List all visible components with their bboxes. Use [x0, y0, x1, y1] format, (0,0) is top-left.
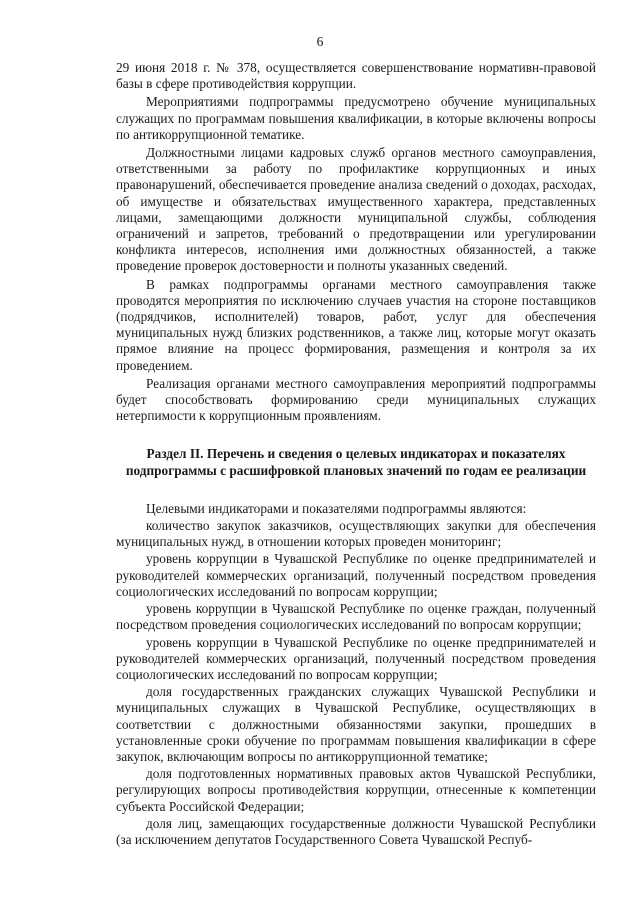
list-item: уровень коррупции в Чувашской Республике по оценке предпринимателей и руководителей коммерческих организаций, полученный посредством проведения социологических исследований по вопросам коррупции; [116, 551, 596, 599]
paragraph-1: 29 июня 2018 г. № 378, осуществляется совершенствование нормативн-правовой базы в сфере противодействия коррупции. [116, 60, 596, 92]
list-item: доля подготовленных нормативных правовых актов Чувашской Республики, регулирующих вопросы противодействия коррупции, отнесенные к компетенции субъекта Российской Федерации; [116, 766, 596, 814]
list-item: доля лиц, замещающих государственные должности Чувашской Республики (за исключением депутатов Государственного Совета Чувашской Респуб- [116, 815, 596, 847]
document-body [116, 60, 596, 849]
list-item: доля государственных гражданских служащих Чувашской Республики и муниципальных служащих в Чувашской Республике, осуществляющих в соответствии с должностными обязанностями закупки, прошедших в установленные сроки обучение по программам повышения квалификации в сфере закупок, включающим вопросы по антикоррупционной тематике; [116, 684, 596, 764]
page-number: 6 [316, 34, 324, 49]
paragraph-2: Мероприятиями подпрограммы предусмотрено обучение муниципальных служащих по программам повышения квалификации, в которые включены вопросы по антикоррупционной тематике. [116, 94, 596, 142]
list-item: уровень коррупции в Чувашской Республике по оценке предпринимателей и руководителей коммерческих организаций, полученный посредством проведения социологических исследований по вопросам коррупции; [116, 634, 596, 682]
paragraph-4: В рамках подпрограммы органами местного самоуправления также проводятся мероприятия по исключению случаев участия на стороне поставщиков (подрядчиков, исполнителей) товаров, работ, услуг для обеспечения муниципальных нужд близких родственников, а также лиц, которые могут оказать прямое влияние на процесс формирования, размещения и контроля за их проведением. [116, 276, 596, 373]
list-item: уровень коррупции в Чувашской Республике по оценке граждан, полученный посредством проведения социологических исследований по вопросам коррупции; [116, 601, 596, 633]
paragraph-3: Должностными лицами кадровых служб органов местного самоуправления, ответственными за работу по профилактике коррупционных и иных правонарушений, обеспечивается проведение анализа сведений о доходах, расходах, об имуществе и обязательствах имущественного характера, представленных лицами, замещающими должности муниципальной службы, соблюдения ограничений и запретов, требований о предотвращении или урегулировании конфликта интересов, исполнения ими должностных обязанностей, а также проведение проверок достоверности и полноты указанных сведений. [116, 145, 596, 274]
paragraph-5: Реализация органами местного самоуправления мероприятий подпрограммы будет способствовать формированию среди муниципальных служащих нетерпимости к коррупционным проявлениям. [116, 375, 596, 424]
section-heading: Раздел II. Перечень и сведения о целевых индикаторах и показателях подпрограммы с расшифровкой плановых значений по годам ее реализации [125, 446, 587, 478]
list-intro: Целевыми индикаторами и показателями подпрограммы являются: [146, 500, 527, 516]
list-item: количество закупок заказчиков, осуществляющих закупки для обеспечения муниципальных нужд, в отношении которых проведен мониторинг; [116, 518, 596, 550]
